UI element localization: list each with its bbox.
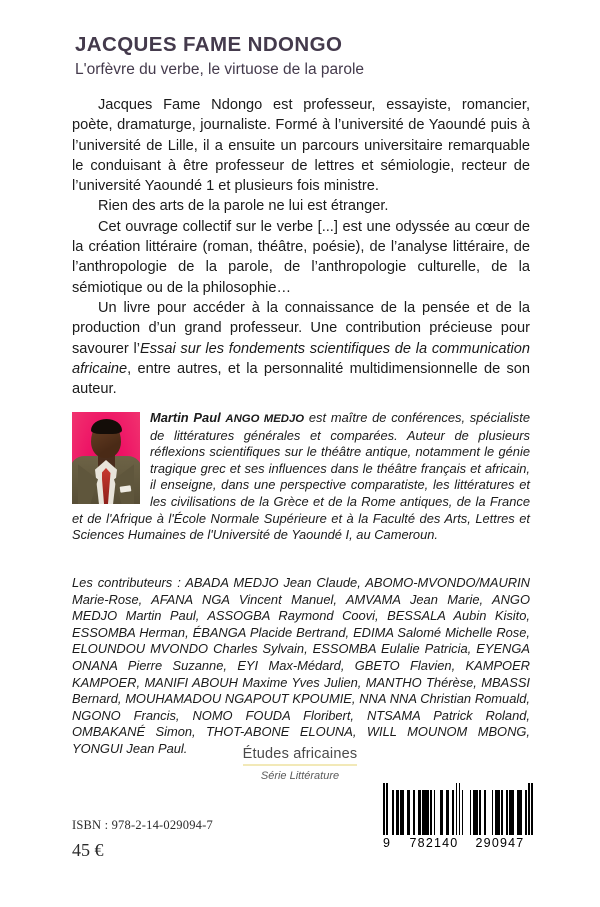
blurb-paragraph-1: Jacques Fame Ndongo est professeur, essayiste, romancier, poète, dramaturge, journaliste. Formé à l’université de Yaoundé puis à l’université de Lille, il a ensuite un parcours universitaire remarquable le conduisant à être professeur de lettres et sémiologie, recteur de l’université Yaoundé 1 et plusieurs fois ministre.	[72, 97, 530, 195]
barcode-digits-right: 290947	[475, 836, 525, 850]
contributors-label: Les contributeurs :	[72, 575, 186, 590]
author-first-name: Martin Paul	[150, 410, 226, 425]
author-last-name: ANGO MEDJO	[225, 413, 305, 425]
page-title: JACQUES FAME NDONGO	[75, 33, 343, 56]
barcode-digit-left: 9	[383, 836, 392, 850]
blurb-paragraph-3: Cet ouvrage collectif sur le verbe [...] est une odyssée au cœur de la création littéraire (roman, théâtre, poésie), de l’analyse littéraire, de l’anthropologie de la parole, de l’anthropologie culturelle, de la sémiotique ou de la philosophie…	[72, 218, 530, 296]
cited-work-title: Essai sur les fondements scientifiques de la communication africaine	[72, 340, 530, 377]
isbn-text: ISBN : 978-2-14-029094-7	[72, 818, 213, 832]
author-bio-text: est maître de conférences, spécialiste de littératures générales et comparées. Auteur de plusieurs réflexions scientifiques sur le théâtre antique, notamment le génie tragique grec et ses influences dans le théâtre français et africain, il enseigne, dans une perspective comparatiste, les littératures et les civilisations de la Grèce et de la Rome antiques, de la France et de l'Afrique à l'École Normale Supérieure et à la Faculté des Arts, Lettres et Sciences Humaines de l'Université de Yaoundé I, au Cameroun.	[72, 410, 530, 543]
barcode-digits	[383, 836, 533, 850]
blurb-section	[72, 95, 530, 399]
blurb-paragraph-4	[72, 298, 530, 399]
isbn-price-block	[72, 818, 213, 861]
author-bio-section	[72, 410, 530, 544]
author-portrait-photo	[72, 412, 140, 504]
series-subtitle: Série Littérature	[260, 770, 340, 782]
blurb-paragraph-2: Rien des arts de la parole ne lui est étranger.	[98, 198, 389, 215]
ean13-barcode	[383, 783, 533, 850]
cover-header	[75, 33, 535, 79]
blurb-paragraph-4-text-after: , entre autres, et la personnalité multidimensionnelle de son auteur.	[72, 360, 530, 398]
series-name: Études africaines	[243, 746, 358, 766]
contributors-list: ABADA MEDJO Jean Claude, ABOMO-MVONDO/MAURIN Marie-Rose, AFANA NGA Vincent Manuel, AMVAMA Jean Marie, ANGO MEDJO Martin Paul, ASSOGBA Raymond Coovi, BESSALA Aubin Kisito, ESSOMBA Herman, ÉBANGA Placide Bertrand, EDIMA Salomé Michelle Rose, ELOUNDOU MVONDO Charles Sylvain, ESSOMBA Eulalie Patricia, EYENGA ONANA Pierre Suzanne, EYI Max-Médard, GBETO Flavien, KAMPOER KAMPOER, MANIFI ABOUH Maxime Yves Julien, MANTHO Thérèse, MBASSI Bernard, MOUHAMADOU NGAPOUT KPOUMIE, NNA NNA Christian Romuald, NGONO Francis, NOMO FOUDA Floribert, NTSAMA Patrick Roland, OMBAKANÉ Simon, THOT-ABONE ELOUNA, WILL MOUNOM MBONG, YONGUI Jean Paul.	[72, 575, 530, 756]
author-name	[150, 410, 304, 425]
blurb-paragraph-4-text-before: Un livre pour accéder à la connaissance de la pensée et de la production d’un grand professeur. Une contribution précieuse pour savourer l’	[72, 299, 530, 357]
portrait-hair	[91, 419, 122, 434]
price-text: 45 €	[72, 840, 104, 860]
page-subtitle: L'orfèvre du verbe, le virtuose de la parole	[75, 60, 365, 78]
series-imprint	[0, 745, 600, 782]
barcode-bars	[383, 783, 533, 835]
contributors-section	[72, 575, 530, 758]
barcode-digits-mid: 782140	[409, 836, 459, 850]
